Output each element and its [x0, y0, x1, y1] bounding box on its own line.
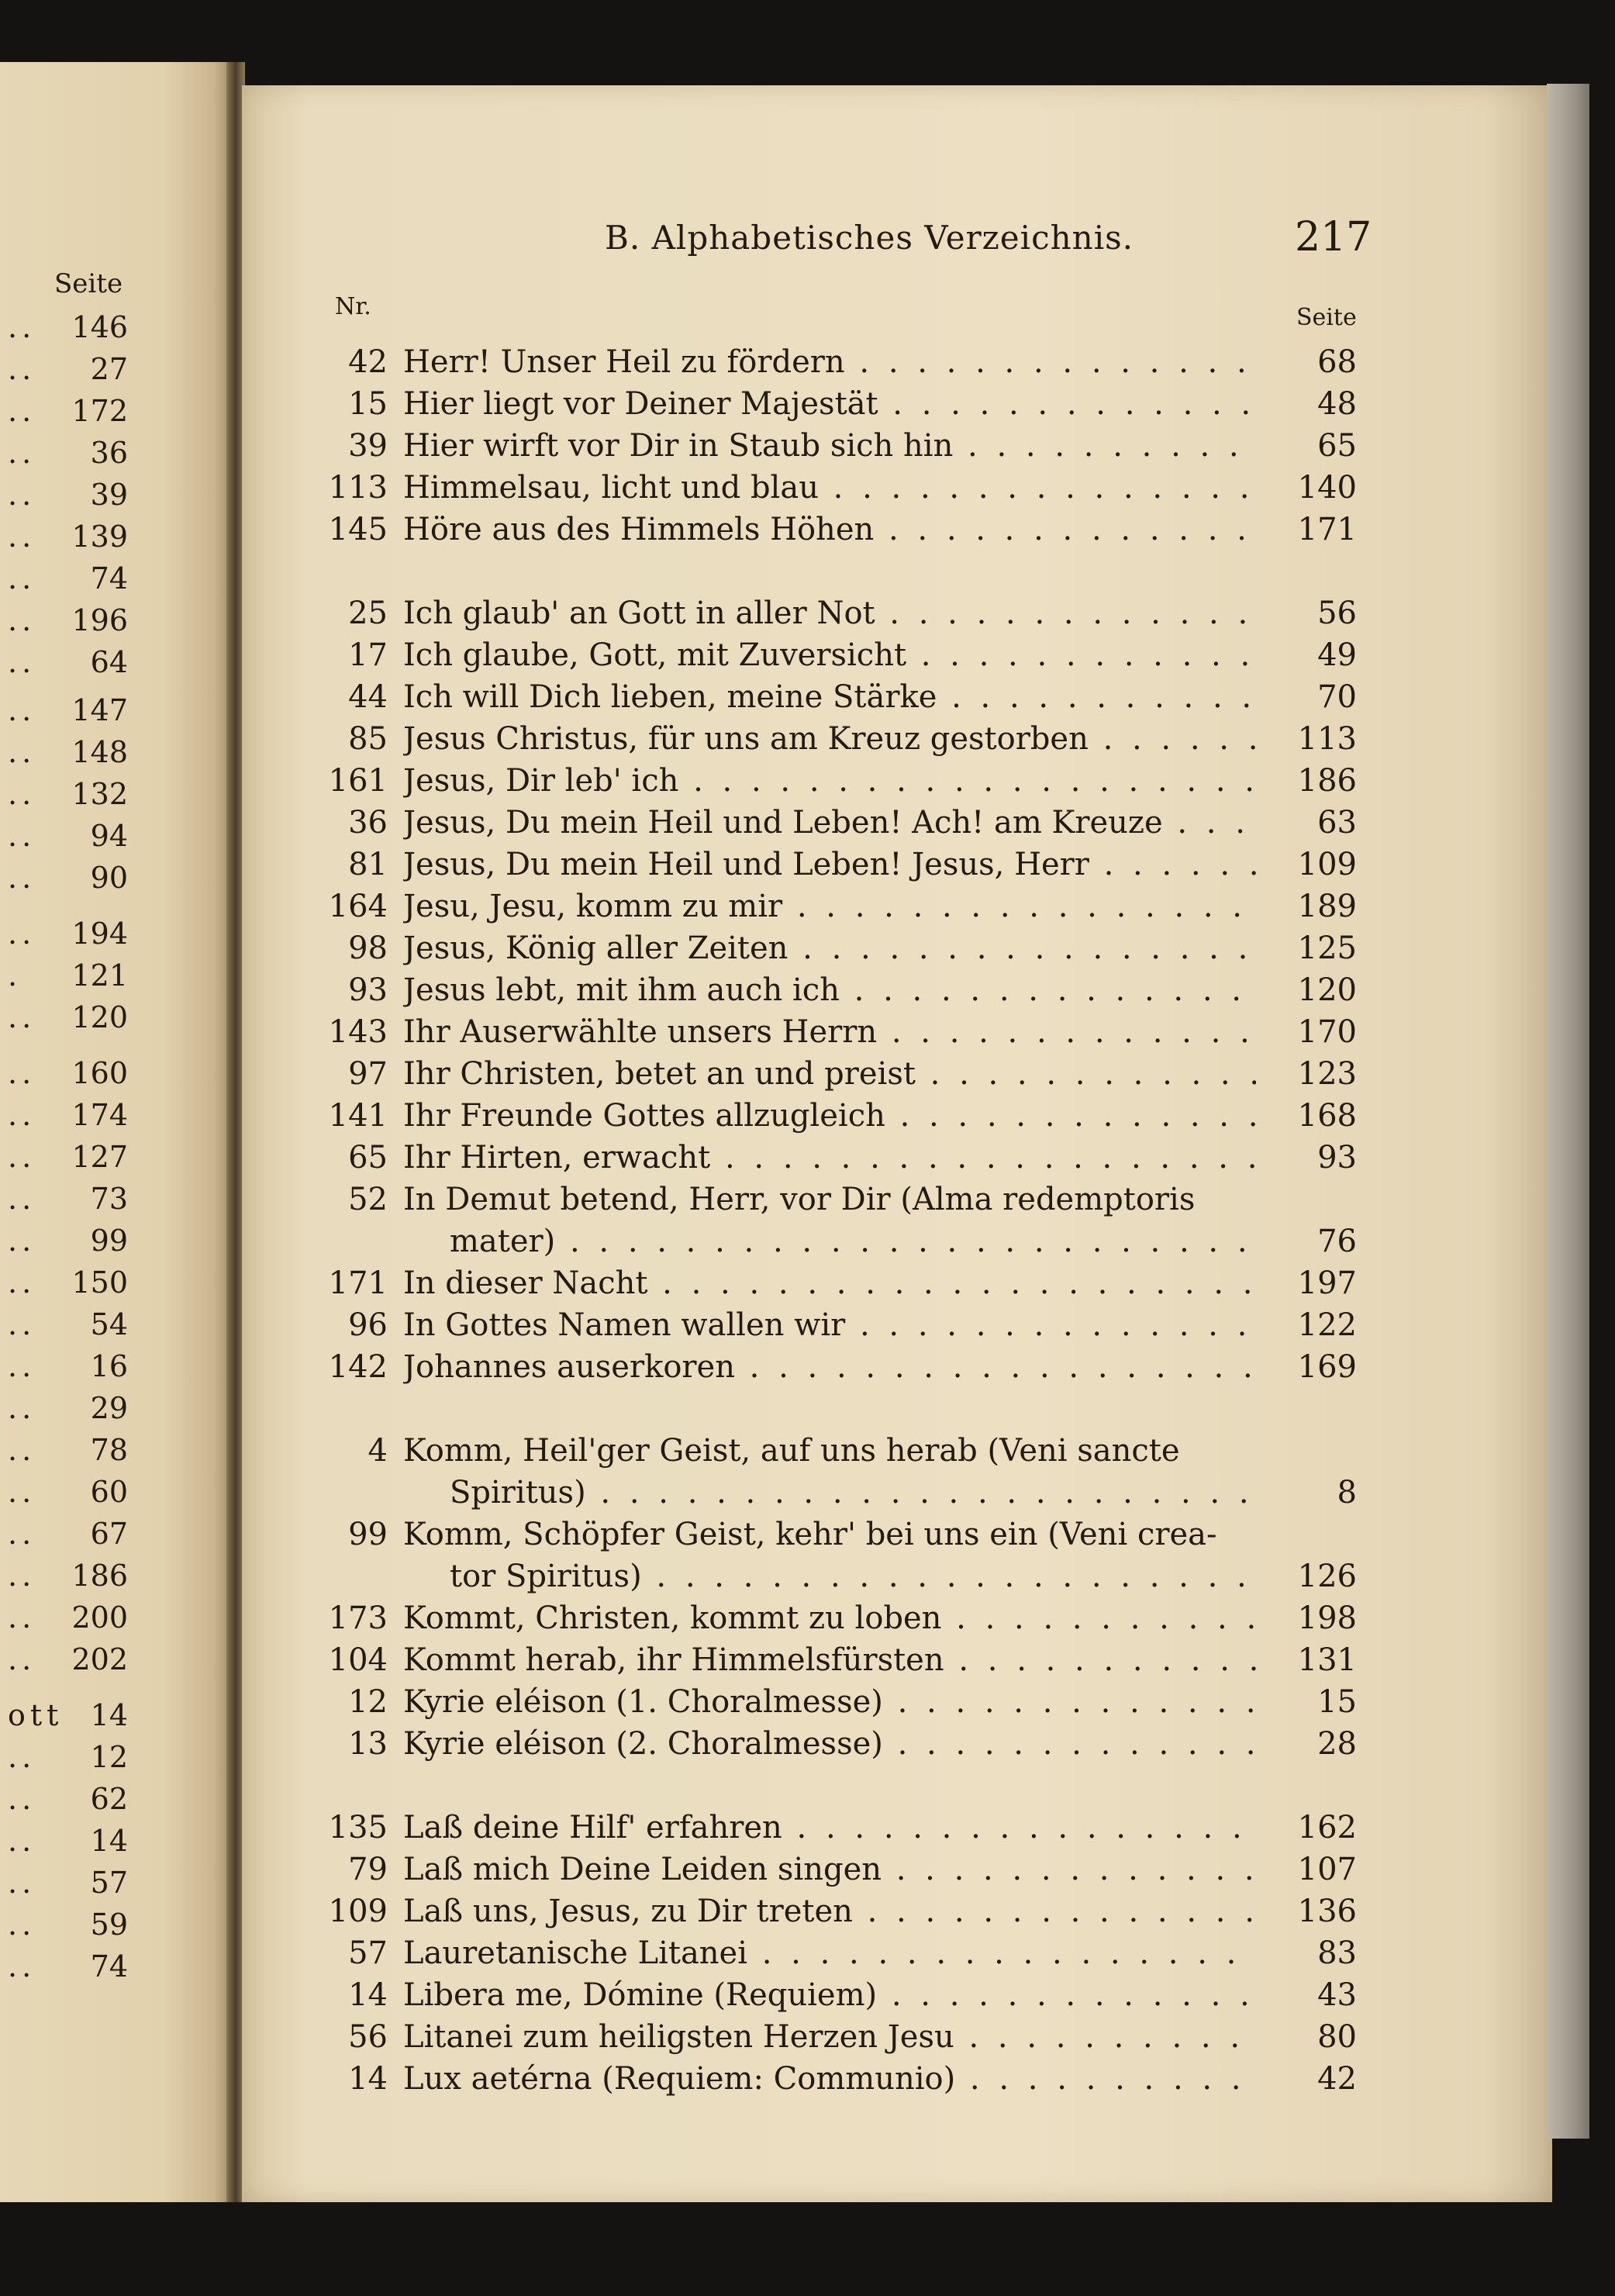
- entry-title: Kommt herab, ihr Himmelsfürsten . . .: [403, 1639, 1256, 1681]
- index-entry: [302, 1137, 1372, 1179]
- left-index-page: 74: [90, 1949, 128, 1984]
- entry-title: Ich will Dich lieben, meine Stärke . . .: [403, 676, 1256, 718]
- entry-title: Jesus lebt, mit ihm auch ich . . .: [403, 969, 1256, 1011]
- left-index-prefix: ..: [8, 478, 36, 512]
- left-index-row: [0, 1056, 128, 1098]
- entry-number: 81: [348, 847, 388, 882]
- left-index-prefix: ..: [8, 1475, 36, 1509]
- index-entry: [302, 676, 1372, 718]
- left-index-page: 57: [90, 1866, 128, 1900]
- index-entry: [302, 341, 1372, 383]
- index-entry: [302, 1890, 1372, 1932]
- left-index-page: 132: [71, 777, 128, 811]
- entry-page: 168: [1297, 1098, 1357, 1134]
- index-entry: [302, 467, 1372, 509]
- left-index-prefix: ..: [8, 310, 36, 344]
- left-page-header: Seite: [54, 268, 123, 299]
- entry-page: 189: [1297, 889, 1357, 924]
- left-index-row: [0, 917, 128, 958]
- index-entry: [302, 1514, 1372, 1597]
- left-index-row: [0, 645, 128, 687]
- entry-title-continuation: tor Spiritus) . . .: [450, 1555, 1256, 1597]
- left-index-page: 202: [71, 1642, 128, 1676]
- entry-number: 93: [348, 972, 388, 1008]
- index-entry: [302, 1304, 1372, 1346]
- entry-title: Himmelsau, licht und blau . . .: [403, 467, 1256, 509]
- left-index-prefix: ..: [8, 1642, 36, 1676]
- entry-title: Jesus Christus, für uns am Kreuz gestorben . . .: [403, 718, 1256, 760]
- left-index-prefix: ..: [8, 603, 36, 637]
- entry-page: 65: [1317, 428, 1357, 464]
- left-index-page: 121: [71, 958, 128, 993]
- entry-title: Hier wirft vor Dir in Staub sich hin . . .: [403, 425, 1256, 467]
- entry-title: Komm, Heil'ger Geist, auf uns herab (Veni sancte: [403, 1433, 1180, 1469]
- entry-title: Johannes auserkoren . . .: [403, 1346, 1256, 1388]
- left-index-prefix: ..: [8, 1866, 36, 1900]
- entry-page: 171: [1297, 512, 1357, 547]
- column-header-nr: Nr.: [335, 293, 371, 320]
- left-index-row: [0, 1307, 128, 1349]
- index-entry: [302, 802, 1372, 844]
- index-entry: [302, 1723, 1372, 1765]
- entry-title: Jesus, Dir leb' ich . . .: [403, 760, 1256, 802]
- index-entry: [302, 1346, 1372, 1388]
- entry-title: Laß mich Deine Leiden singen . . .: [403, 1849, 1256, 1890]
- left-index-row: [0, 1600, 128, 1642]
- entry-title-continuation: mater) . . .: [450, 1221, 1256, 1262]
- left-index-page: 39: [90, 478, 128, 512]
- left-index-row: [0, 561, 128, 603]
- entry-page: 122: [1297, 1307, 1357, 1343]
- entry-number: 44: [348, 679, 388, 715]
- entry-title: Herr! Unser Heil zu fördern . . .: [403, 341, 1256, 383]
- entry-page: 140: [1297, 470, 1357, 506]
- index-entry: [302, 1974, 1372, 2016]
- entry-title: Ihr Hirten, erwacht . . .: [403, 1137, 1256, 1179]
- left-index-page: 54: [90, 1307, 128, 1341]
- left-index-row: [0, 777, 128, 819]
- left-index-page: 27: [90, 352, 128, 386]
- entry-number: 13: [348, 1726, 388, 1762]
- entry-title: Komm, Schöpfer Geist, kehr' bei uns ein (Veni crea-: [403, 1517, 1217, 1552]
- index-entry: [302, 1011, 1372, 1053]
- left-index-row: [0, 1559, 128, 1600]
- entry-title: Jesus, Du mein Heil und Leben! Ach! am Kreuze . . .: [403, 802, 1256, 844]
- left-index-prefix: ..: [8, 1908, 36, 1942]
- entry-number: 85: [348, 721, 388, 757]
- entry-page: 28: [1317, 1726, 1357, 1762]
- left-index-page: 150: [71, 1265, 128, 1300]
- left-index-page: 73: [90, 1182, 128, 1216]
- index-entry: [302, 1932, 1372, 1974]
- index-entry: [302, 2016, 1372, 2058]
- entry-number: 52: [348, 1182, 388, 1217]
- entry-page: 162: [1297, 1810, 1357, 1845]
- entry-title: Ihr Christen, betet an und preist . . .: [403, 1053, 1256, 1095]
- left-index-prefix: ..: [8, 1517, 36, 1551]
- entry-number: 56: [348, 2019, 388, 2055]
- entry-number: 97: [348, 1056, 388, 1092]
- index-entry: [302, 1807, 1372, 1849]
- column-header-seite: Seite: [1296, 304, 1357, 331]
- index-entry: [302, 1262, 1372, 1304]
- entry-page: 42: [1317, 2061, 1357, 2097]
- entry-number: 104: [328, 1642, 388, 1678]
- left-index-row: [0, 310, 128, 352]
- left-index-prefix: ..: [8, 394, 36, 428]
- left-index-page: 78: [90, 1433, 128, 1467]
- entry-title: Ich glaub' an Gott in aller Not . . .: [403, 592, 1256, 634]
- entry-page: 136: [1297, 1894, 1357, 1929]
- left-index-prefix: ..: [8, 1265, 36, 1300]
- index-entry: [302, 1639, 1372, 1681]
- entry-page: 63: [1317, 805, 1357, 841]
- entry-title: In Gottes Namen wallen wir . . .: [403, 1304, 1256, 1346]
- left-index-row: [0, 1698, 128, 1740]
- left-index-page: 120: [71, 1000, 128, 1034]
- left-index-page: 67: [90, 1517, 128, 1551]
- left-index-page: 186: [71, 1559, 128, 1593]
- index-entry: [302, 927, 1372, 969]
- index-entry: [302, 1179, 1372, 1262]
- left-index-page: 36: [90, 436, 128, 470]
- entry-page: 198: [1297, 1600, 1357, 1636]
- entry-number: 79: [348, 1852, 388, 1887]
- left-index-page: 146: [71, 310, 128, 344]
- index-entry: [302, 2058, 1372, 2100]
- entry-page: 107: [1297, 1852, 1357, 1887]
- left-index-prefix: ..: [8, 1824, 36, 1858]
- index-entry: [302, 1053, 1372, 1095]
- left-index-prefix: ..: [8, 1600, 36, 1635]
- entry-title: Ich glaube, Gott, mit Zuversicht . . .: [403, 634, 1256, 676]
- entry-page: 170: [1297, 1014, 1357, 1050]
- left-index-page: 99: [90, 1224, 128, 1258]
- left-index-row: [0, 1000, 128, 1042]
- left-index-prefix: ..: [8, 1949, 36, 1984]
- left-index-page: 16: [90, 1349, 128, 1383]
- left-index-page: 60: [90, 1475, 128, 1509]
- left-index-prefix: ..: [8, 1000, 36, 1034]
- entry-title: Kyrie eléison (2. Choralmesse) . . .: [403, 1723, 1256, 1765]
- left-index-prefix: ..: [8, 1307, 36, 1341]
- index-entry: [302, 509, 1372, 551]
- entry-page: 70: [1317, 679, 1357, 715]
- left-index-row: [0, 1824, 128, 1866]
- entry-page: 56: [1317, 596, 1357, 631]
- entry-page: 49: [1317, 637, 1357, 673]
- entry-number: 135: [328, 1810, 388, 1845]
- left-index-prefix: ..: [8, 1391, 36, 1425]
- index-entry: [302, 969, 1372, 1011]
- left-index-prefix: ..: [8, 436, 36, 470]
- left-index-row: [0, 352, 128, 394]
- left-index-prefix: ott: [8, 1698, 64, 1732]
- left-index-prefix: ..: [8, 1782, 36, 1816]
- left-index-page: 174: [71, 1098, 128, 1132]
- entry-page: 126: [1297, 1559, 1357, 1594]
- entry-number: 113: [328, 470, 388, 506]
- left-index-page: 59: [90, 1908, 128, 1942]
- entry-title-continuation: Spiritus) . . .: [450, 1472, 1256, 1514]
- entry-number: 15: [348, 386, 388, 422]
- entry-number: 171: [328, 1265, 388, 1301]
- entry-number: 36: [348, 805, 388, 841]
- left-index-page: 12: [90, 1740, 128, 1774]
- left-index-row: [0, 1182, 128, 1224]
- left-index-page: 194: [71, 917, 128, 951]
- left-index-row: [0, 1908, 128, 1949]
- entry-title: Lauretanische Litanei . . .: [403, 1932, 1256, 1974]
- left-index-prefix: ..: [8, 1224, 36, 1258]
- left-index-page: 148: [71, 735, 128, 769]
- left-index-prefix: ..: [8, 1182, 36, 1216]
- left-index-prefix: ..: [8, 1349, 36, 1383]
- left-index-row: [0, 1098, 128, 1140]
- left-index-row: [0, 1224, 128, 1265]
- left-index-page: 127: [71, 1140, 128, 1174]
- left-index-page: 196: [71, 603, 128, 637]
- left-index-prefix: ..: [8, 520, 36, 554]
- entry-page: 83: [1317, 1935, 1357, 1971]
- left-index-row: [0, 520, 128, 561]
- index-entry: [302, 634, 1372, 676]
- entry-page: 197: [1297, 1265, 1357, 1301]
- entry-title: Libera me, Dómine (Requiem) . . .: [403, 1974, 1256, 2016]
- entry-number: 161: [328, 763, 388, 799]
- entry-number: 12: [348, 1684, 388, 1720]
- entry-number: 17: [348, 637, 388, 673]
- left-index-prefix: ..: [8, 645, 36, 679]
- entry-page: 109: [1297, 847, 1357, 882]
- left-index-page: 139: [71, 520, 128, 554]
- left-index-page: 14: [90, 1698, 128, 1732]
- entry-title: In Demut betend, Herr, vor Dir (Alma redemptoris: [403, 1182, 1196, 1217]
- index-entry: [302, 844, 1372, 886]
- entry-number: 98: [348, 930, 388, 966]
- left-index-page: 62: [90, 1782, 128, 1816]
- left-index-prefix: ..: [8, 861, 36, 895]
- left-index-prefix: ..: [8, 917, 36, 951]
- entry-page: 186: [1297, 763, 1357, 799]
- entry-number: 109: [328, 1894, 388, 1929]
- left-index-row: [0, 819, 128, 861]
- entry-page: 43: [1317, 1977, 1357, 2013]
- left-index-row: [0, 1391, 128, 1433]
- left-index-row: [0, 478, 128, 520]
- left-index-prefix: ..: [8, 561, 36, 596]
- entry-page: 120: [1297, 972, 1357, 1008]
- left-index-row: [0, 735, 128, 777]
- entry-title: Höre aus des Himmels Höhen . . .: [403, 509, 1256, 551]
- left-index-prefix: ..: [8, 693, 36, 727]
- entry-number: 57: [348, 1935, 388, 1971]
- entry-page: 169: [1297, 1349, 1357, 1385]
- left-index-page: 90: [90, 861, 128, 895]
- left-index-prefix: ..: [8, 777, 36, 811]
- index-entry: [302, 1597, 1372, 1639]
- page-edges: [1547, 84, 1589, 2139]
- index-entry: [302, 1681, 1372, 1723]
- entry-page: 93: [1317, 1140, 1357, 1176]
- left-index-row: [0, 1265, 128, 1307]
- index-entry: [302, 1095, 1372, 1137]
- entry-number: 14: [348, 2061, 388, 2097]
- entry-title: Ihr Freunde Gottes allzugleich . . .: [403, 1095, 1256, 1137]
- left-index-row: [0, 1740, 128, 1782]
- left-index-page: 64: [90, 645, 128, 679]
- entry-number: 65: [348, 1140, 388, 1176]
- entry-title: Litanei zum heiligsten Herzen Jesu . . .: [403, 2016, 1256, 2058]
- index-entry: [302, 383, 1372, 425]
- entry-page: 80: [1317, 2019, 1357, 2055]
- index-entry: [302, 1849, 1372, 1890]
- left-index-row: [0, 1866, 128, 1908]
- left-index-page: 200: [71, 1600, 128, 1635]
- entry-number: 145: [328, 512, 388, 547]
- left-index-row: [0, 1140, 128, 1182]
- index-entry: [302, 1430, 1372, 1514]
- entry-title: Hier liegt vor Deiner Majestät . . .: [403, 383, 1256, 425]
- left-index-prefix: ..: [8, 352, 36, 386]
- entry-title: Laß deine Hilf' erfahren . . .: [403, 1807, 1256, 1849]
- left-index-row: [0, 603, 128, 645]
- entry-page: 76: [1317, 1224, 1357, 1259]
- running-head: B. Alphabetisches Verzeichnis.: [605, 219, 1134, 257]
- left-index-prefix: ..: [8, 1433, 36, 1467]
- entry-page: 123: [1297, 1056, 1357, 1092]
- entry-title: Ihr Auserwählte unsers Herrn . . .: [403, 1011, 1256, 1053]
- entry-page: 15: [1317, 1684, 1357, 1720]
- entry-number: 143: [328, 1014, 388, 1050]
- left-index-row: [0, 1949, 128, 1991]
- left-index-prefix: ..: [8, 1140, 36, 1174]
- left-index-page: 172: [71, 394, 128, 428]
- left-index-page: 74: [90, 561, 128, 596]
- left-index-row: [0, 1433, 128, 1475]
- entry-title: Jesus, Du mein Heil und Leben! Jesus, Herr . . .: [403, 844, 1256, 886]
- left-index-page: 14: [90, 1824, 128, 1858]
- left-index-row: [0, 1517, 128, 1559]
- entry-page: 131: [1297, 1642, 1357, 1678]
- left-index-prefix: ..: [8, 819, 36, 853]
- index-entry: [302, 760, 1372, 802]
- index-entry: [302, 886, 1372, 927]
- entry-page: 113: [1297, 721, 1357, 757]
- index-entry: [302, 592, 1372, 634]
- left-index-prefix: ..: [8, 1098, 36, 1132]
- entry-number: 96: [348, 1307, 388, 1343]
- entry-page: 68: [1317, 344, 1357, 380]
- entry-number: 141: [328, 1098, 388, 1134]
- entry-page: 48: [1317, 386, 1357, 422]
- left-index-row: [0, 1782, 128, 1824]
- left-index-page: 94: [90, 819, 128, 853]
- left-index-prefix: ..: [8, 735, 36, 769]
- left-index-row: [0, 861, 128, 903]
- left-index-row: [0, 958, 128, 1000]
- entry-title: In dieser Nacht . . .: [403, 1262, 1256, 1304]
- left-index-prefix: ..: [8, 1056, 36, 1090]
- left-index-row: [0, 394, 128, 436]
- left-index-page: 160: [71, 1056, 128, 1090]
- left-index-page: 29: [90, 1391, 128, 1425]
- page-number: 217: [1295, 214, 1372, 261]
- entry-number: 14: [348, 1977, 388, 2013]
- entry-number: 25: [348, 596, 388, 631]
- entry-page: 125: [1297, 930, 1357, 966]
- left-index-row: [0, 1642, 128, 1684]
- left-index-row: [0, 1475, 128, 1517]
- entry-number: 99: [348, 1517, 388, 1552]
- left-index-row: [0, 693, 128, 735]
- left-index-prefix: ..: [8, 1559, 36, 1593]
- entry-number: 4: [368, 1433, 388, 1469]
- entry-number: 164: [328, 889, 388, 924]
- left-index-page: 147: [71, 693, 128, 727]
- left-index-row: [0, 436, 128, 478]
- entry-number: 39: [348, 428, 388, 464]
- entry-title: Jesus, König aller Zeiten . . .: [403, 927, 1256, 969]
- entry-number: 42: [348, 344, 388, 380]
- entry-title: Jesu, Jesu, komm zu mir . . .: [403, 886, 1256, 927]
- entry-page: 8: [1337, 1475, 1357, 1511]
- entry-title: Laß uns, Jesus, zu Dir treten . . .: [403, 1890, 1256, 1932]
- entry-title: Kommt, Christen, kommt zu loben . . .: [403, 1597, 1256, 1639]
- entry-title: Kyrie eléison (1. Choralmesse) . . .: [403, 1681, 1256, 1723]
- left-index-row: [0, 1349, 128, 1391]
- left-index-prefix: .: [8, 958, 22, 993]
- index-entry: [302, 718, 1372, 760]
- entry-number: 173: [328, 1600, 388, 1636]
- left-index-prefix: ..: [8, 1740, 36, 1774]
- entry-number: 142: [328, 1349, 388, 1385]
- entry-title: Lux aetérna (Requiem: Communio) . . .: [403, 2058, 1256, 2100]
- index-entry: [302, 425, 1372, 467]
